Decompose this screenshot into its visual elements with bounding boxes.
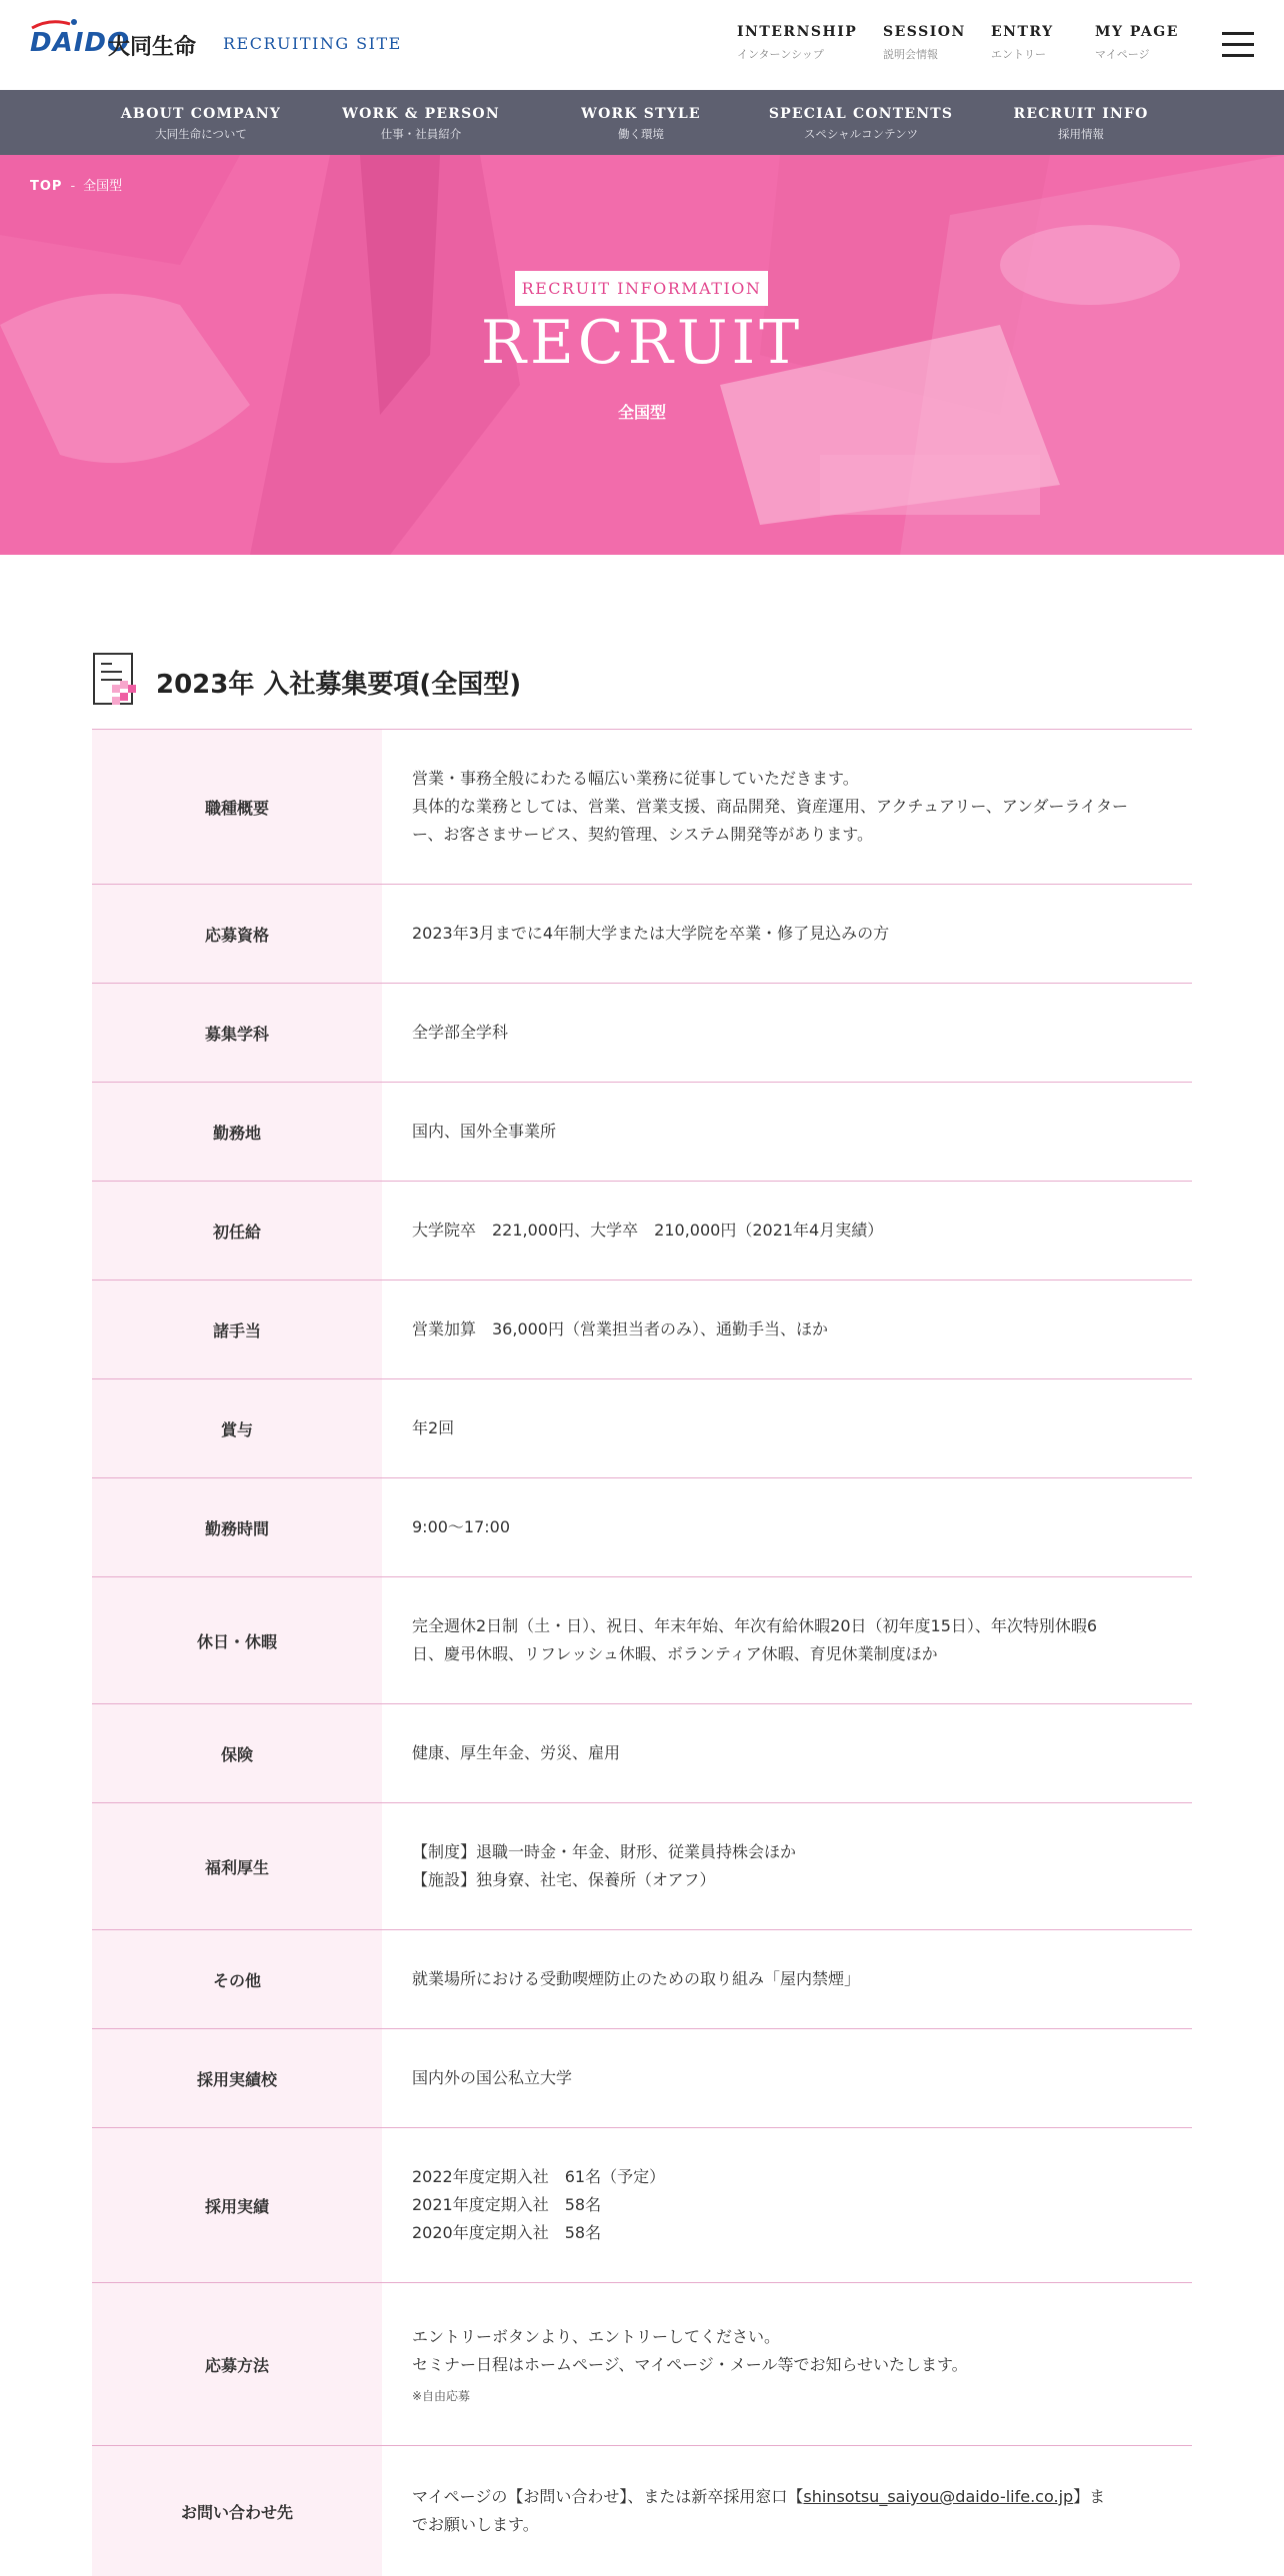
row-label: 勤務時間: [92, 1478, 382, 1576]
row-text-line: 国内、国外全事業所: [412, 1122, 557, 1141]
row-label: 賞与: [92, 1379, 382, 1477]
hamburger-line: [1222, 32, 1254, 35]
row-text-line: 9:00～17:00: [412, 1517, 511, 1536]
row-label: お問い合わせ先: [92, 2446, 382, 2576]
top-nav-internship[interactable]: [737, 24, 857, 62]
hero-badge: RECRUIT INFORMATION: [515, 271, 768, 306]
row-content: [382, 1281, 1192, 1378]
row-content: [382, 1083, 1192, 1181]
row-text-line: セミナー日程はホームページ、マイページ・メール等でお知らせいたします。: [412, 2355, 968, 2374]
table-row: [92, 2283, 1192, 2446]
table-row: [92, 1803, 1192, 1930]
site-header: [0, 0, 1284, 90]
row-label: 勤務地: [92, 1083, 382, 1181]
hamburger-line: [1222, 54, 1254, 57]
row-content: [382, 984, 1192, 1082]
top-nav-session[interactable]: [883, 24, 966, 62]
row-content: [382, 1577, 1192, 1703]
document-icon: [92, 652, 144, 708]
logo-text: DAIDO: [30, 28, 131, 58]
row-label: 休日・休暇: [92, 1577, 382, 1703]
row-text-line: ー、お客さまサービス、契約管理、システム開発等があります。: [412, 825, 873, 844]
hero-banner: [0, 155, 1284, 555]
table-row: [92, 2128, 1192, 2283]
table-row: [92, 1379, 1192, 1478]
row-label: 募集学科: [92, 984, 382, 1082]
row-text-line: 全学部全学科: [412, 1023, 509, 1042]
row-text-line: 就業場所における受動喫煙防止のための取り組み「屋内禁煙」: [412, 1969, 861, 1988]
row-text-line: 2021年度定期入社 58名: [412, 2195, 602, 2214]
top-nav-label: ENTRY: [991, 24, 1054, 40]
top-nav-sublabel: 説明会情報: [883, 48, 938, 61]
row-content: [382, 1379, 1192, 1477]
hero-title: RECRUIT: [480, 308, 804, 378]
row-content: [382, 1704, 1192, 1802]
top-nav: [0, 24, 1284, 68]
requirements-table: [92, 729, 1192, 2576]
table-row: [92, 1083, 1192, 1182]
row-text-line: 2020年度定期入社 58名: [412, 2223, 602, 2242]
row-text-line: 具体的な業務としては、営業、営業支援、商品開発、資産運用、アクチュアリー、アンダーライター: [412, 797, 1129, 816]
table-row: [92, 2029, 1192, 2128]
global-nav: [0, 90, 1284, 155]
row-label: 諸手当: [92, 1281, 382, 1378]
top-nav-label: MY PAGE: [1095, 24, 1179, 40]
row-text-line: 営業・事務全般にわたる幅広い業務に従事していただきます。: [412, 769, 859, 788]
row-label: 応募方法: [92, 2283, 382, 2445]
breadcrumb-current: 全国型: [83, 179, 123, 194]
top-nav-label: SESSION: [883, 24, 966, 40]
contact-line-2: でお願いします。: [412, 2515, 539, 2534]
row-text-line: 年2回: [412, 1418, 455, 1437]
row-label: 福利厚生: [92, 1803, 382, 1929]
row-content: [382, 730, 1192, 884]
table-row: [92, 984, 1192, 1083]
section-header: [92, 652, 1192, 712]
row-label: 採用実績: [92, 2128, 382, 2282]
row-label: 職種概要: [92, 730, 382, 884]
contact-email-link[interactable]: shinsotsu_saiyou@daido-life.co.jp: [803, 2487, 1074, 2506]
row-content: [382, 1478, 1192, 1576]
row-label: その他: [92, 1930, 382, 2028]
row-text-line: 【施設】独身寮、社宅、保養所（オアフ）: [412, 1870, 716, 1889]
table-row: [92, 730, 1192, 885]
row-text-line: 大学院卒 221,000円、大学卒 210,000円（2021年4月実績）: [412, 1221, 884, 1240]
top-nav-entry[interactable]: [991, 24, 1054, 62]
row-text-line: 営業加算 36,000円（営業担当者のみ）、通勤手当、ほか: [412, 1319, 828, 1338]
contact-text-post: 】ま: [1073, 2487, 1106, 2506]
gnav-sublabel: 仕事・社員紹介: [380, 127, 462, 141]
gnav-label: WORK STYLE: [581, 106, 701, 122]
gnav-label: SPECIAL CONTENTS: [768, 106, 954, 122]
gnav-about-company[interactable]: [101, 106, 301, 142]
table-row: [92, 1182, 1192, 1281]
gnav-sublabel: 採用情報: [1058, 127, 1104, 141]
gnav-special-contents[interactable]: [761, 106, 961, 142]
row-text-line: 完全週休2日制（土・日）、祝日、年末年始、年次有給休暇20日（初年度15日）、年次特別休暇6: [412, 1616, 1098, 1635]
row-text-line: 日、慶弔休暇、リフレッシュ休暇、ボランティア休暇、育児休業制度ほか: [412, 1644, 938, 1663]
top-nav-mypage[interactable]: [1095, 24, 1179, 62]
row-content: [382, 1182, 1192, 1280]
row-text-line: 2022年度定期入社 61名（予定）: [412, 2167, 666, 2186]
gnav-sublabel: 働く環境: [618, 127, 664, 141]
section-title: 2023年 入社募集要項(全国型): [156, 670, 522, 700]
table-row: [92, 1704, 1192, 1803]
site-label[interactable]: RECRUITING SITE: [223, 34, 402, 53]
row-text-line: 【制度】退職一時金・年金、財形、従業員持株会ほか: [412, 1842, 797, 1861]
row-content: [382, 2283, 1192, 2445]
row-label: 応募資格: [92, 885, 382, 983]
top-nav-sublabel: インターンシップ: [737, 48, 824, 61]
gnav-sublabel: スペシャルコンテンツ: [803, 127, 919, 141]
row-text-line: 国内外の国公私立大学: [412, 2068, 573, 2087]
row-content: [382, 1930, 1192, 2028]
row-text-line: 2023年3月までに4年制大学または大学院を卒業・修了見込みの方: [412, 924, 890, 943]
row-content: [382, 2029, 1192, 2127]
contact-line-1: [412, 2483, 1162, 2511]
breadcrumb-top[interactable]: TOP: [30, 179, 63, 194]
gnav-label: WORK & PERSON: [342, 106, 500, 122]
row-text-line: 健康、厚生年金、労災、雇用: [412, 1743, 621, 1762]
hamburger-icon[interactable]: [1222, 30, 1254, 58]
table-row: [92, 885, 1192, 984]
row-content: [382, 1803, 1192, 1929]
logo-jp: 大同生命: [108, 35, 197, 60]
gnav-recruit-info[interactable]: [981, 106, 1181, 142]
gnav-label: ABOUT COMPANY: [120, 106, 282, 122]
table-row: [92, 1478, 1192, 1577]
hamburger-line: [1222, 43, 1254, 46]
table-row: [92, 1281, 1192, 1379]
table-row: [92, 1577, 1192, 1704]
hero-subtitle: 全国型: [617, 403, 666, 422]
row-note: ※自由応募: [412, 2389, 471, 2403]
top-nav-sublabel: マイページ: [1095, 48, 1150, 61]
top-nav-label: INTERNSHIP: [737, 24, 858, 40]
row-content: [382, 885, 1192, 983]
table-row: [92, 2446, 1192, 2576]
gnav-sublabel: 大同生命について: [155, 127, 247, 141]
contact-text-pre: マイページの【お問い合わせ】、または新卒採用窓口【: [412, 2487, 804, 2506]
breadcrumb: [30, 175, 122, 194]
row-label: 保険: [92, 1704, 382, 1802]
table-row: [92, 1930, 1192, 2029]
gnav-label: RECRUIT INFO: [1013, 106, 1149, 122]
row-content: [382, 2446, 1192, 2576]
top-nav-sublabel: エントリー: [991, 48, 1046, 61]
gnav-work-person[interactable]: [321, 106, 521, 142]
row-label: 採用実績校: [92, 2029, 382, 2127]
gnav-work-style[interactable]: [541, 106, 741, 142]
row-text-line: エントリーボタンより、エントリーしてください。: [412, 2327, 781, 2346]
breadcrumb-separator: -: [70, 179, 76, 194]
row-content: [382, 2128, 1192, 2282]
row-label: 初任給: [92, 1182, 382, 1280]
